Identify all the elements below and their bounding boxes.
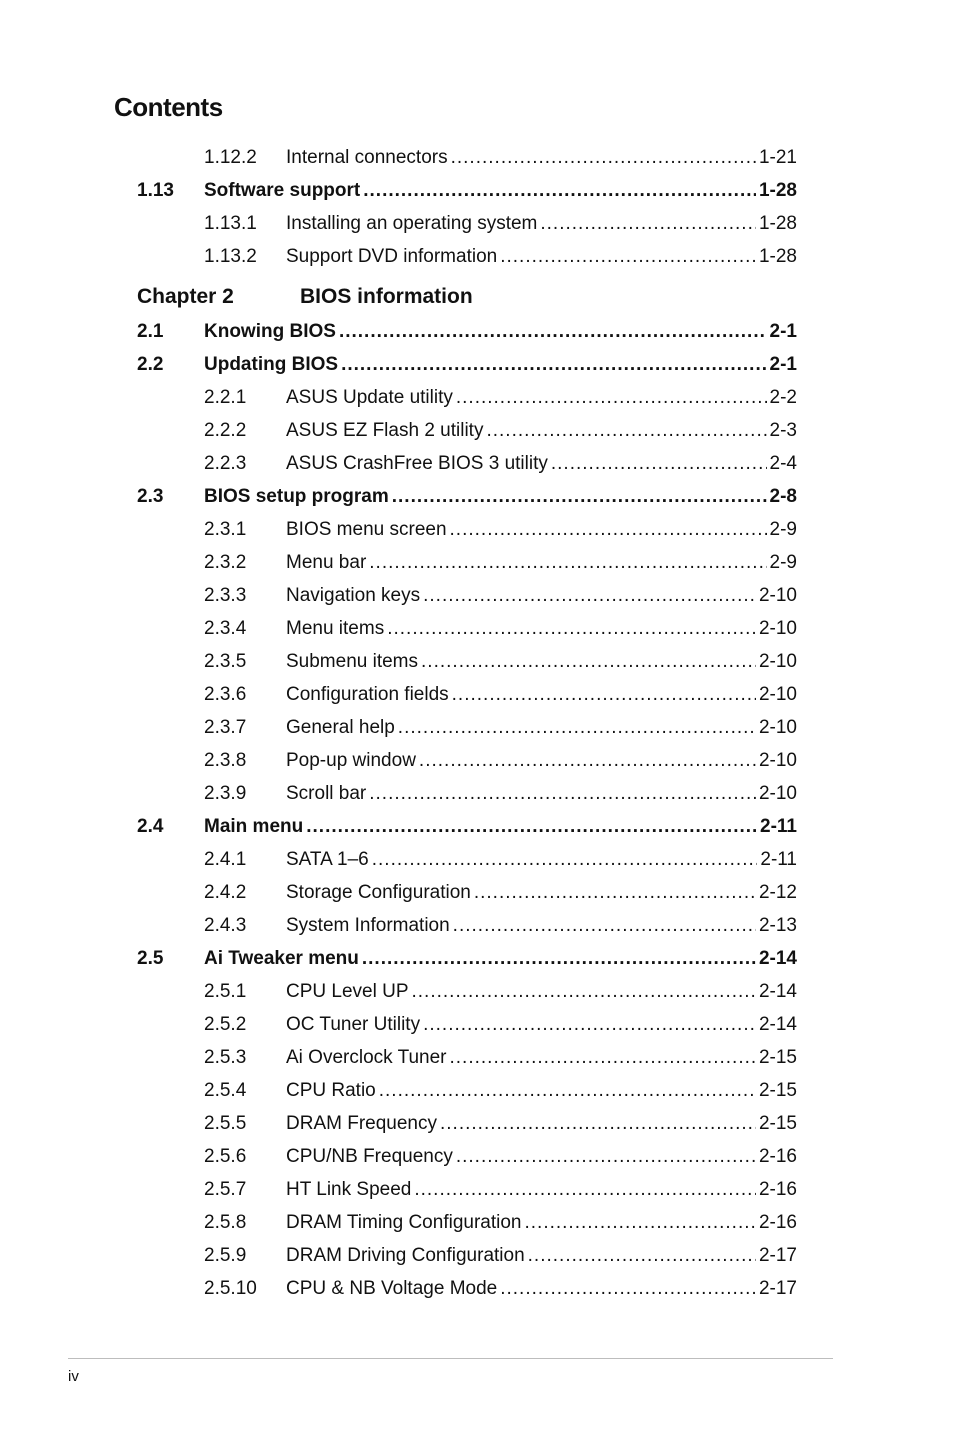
dot-leader: [452, 678, 756, 711]
toc-entry-number: 2.3.7: [204, 717, 247, 738]
toc-entry: [0, 1272, 954, 1305]
toc-entry-number: 2.3.4: [204, 618, 247, 639]
toc-entry-page: 2-3: [769, 420, 797, 441]
toc-entry: [0, 909, 954, 942]
toc-entry-title: SATA 1–6: [286, 849, 369, 870]
toc-entry-title: CPU Ratio: [286, 1080, 376, 1101]
dot-leader: [474, 876, 756, 909]
toc-entry-page: 2-1: [769, 354, 797, 375]
toc-entry-title: CPU Level UP: [286, 981, 409, 1002]
toc-entry: [0, 1107, 954, 1140]
toc-entry-page: 2-15: [758, 1080, 797, 1101]
dot-leader: [453, 909, 756, 942]
toc-entry-title: Ai Tweaker menu: [204, 948, 359, 969]
toc-entry: [0, 1239, 954, 1272]
toc-entry-leader-line: [286, 777, 797, 810]
toc-entry-page: 2-10: [758, 651, 797, 672]
toc-entry: [0, 480, 954, 513]
toc-entry-leader-line: [286, 975, 797, 1008]
toc-entry-page: 2-10: [758, 750, 797, 771]
toc-entry-page: 2-16: [758, 1179, 797, 1200]
toc-entry-leader-line: [286, 612, 797, 645]
dot-leader: [363, 174, 756, 207]
toc-entry: [0, 810, 954, 843]
toc-entry-leader-line: [204, 480, 797, 513]
toc-entry-title: Software support: [204, 180, 361, 201]
toc-entry: [0, 1041, 954, 1074]
toc-entry-page: 1-28: [758, 213, 797, 234]
toc-entry: [0, 381, 954, 414]
toc-entry-page: 2-2: [769, 387, 797, 408]
toc-entry-page: 2-10: [758, 684, 797, 705]
toc-entry: [0, 612, 954, 645]
dot-leader: [369, 777, 756, 810]
dot-leader: [362, 942, 756, 975]
toc-entry: [0, 1140, 954, 1173]
dot-leader: [456, 381, 767, 414]
toc-entry-leader-line: [286, 447, 797, 480]
chapter-label: Chapter 2: [137, 285, 234, 308]
dot-leader: [423, 1008, 756, 1041]
toc-entry-number: 2.2.3: [204, 453, 247, 474]
dot-leader: [450, 1041, 756, 1074]
dot-leader: [540, 207, 756, 240]
toc-entry-page: 2-13: [758, 915, 797, 936]
dot-leader: [341, 348, 766, 381]
chapter-title: BIOS information: [300, 285, 473, 308]
dot-leader: [306, 810, 757, 843]
dot-leader: [486, 414, 766, 447]
toc-entry-page: 1-28: [758, 246, 797, 267]
toc-entry-title: Installing an operating system: [286, 213, 538, 234]
toc-entry-number: 2.5.7: [204, 1179, 247, 1200]
toc-entry-title: Knowing BIOS: [204, 321, 336, 342]
toc-entry-title: Support DVD information: [286, 246, 498, 267]
toc-entry-title: ASUS EZ Flash 2 utility: [286, 420, 484, 441]
toc-entry: [0, 447, 954, 480]
toc-entry-number: 2.3.8: [204, 750, 247, 771]
toc-entry-number: 2.5.8: [204, 1212, 247, 1233]
toc-entry: [0, 174, 954, 207]
toc-entry-number: 2.2: [137, 354, 164, 375]
toc-entry-page: 2-11: [760, 849, 797, 870]
dot-leader: [500, 1272, 756, 1305]
toc-entry-leader-line: [286, 909, 797, 942]
toc-entry-title: Main menu: [204, 816, 304, 837]
toc-entry-page: 2-17: [758, 1245, 797, 1266]
dot-leader: [423, 579, 756, 612]
toc-entry-page: 2-15: [758, 1047, 797, 1068]
toc-entry-leader-line: [286, 1173, 797, 1206]
dot-leader: [528, 1239, 756, 1272]
toc-entry-leader-line: [286, 711, 797, 744]
dot-leader: [372, 843, 758, 876]
toc-entry-page: 2-1: [769, 321, 797, 342]
toc-entry-page: 2-16: [758, 1212, 797, 1233]
toc-entry-number: 2.5.3: [204, 1047, 247, 1068]
toc-entry-leader-line: [204, 942, 797, 975]
toc-entry-title: DRAM Frequency: [286, 1113, 437, 1134]
toc-entry-leader-line: [204, 315, 797, 348]
toc-entry-number: 2.2.2: [204, 420, 247, 441]
toc-entry-leader-line: [204, 810, 797, 843]
toc-entry-title: CPU/NB Frequency: [286, 1146, 453, 1167]
toc-entry: [0, 546, 954, 579]
toc-entry-number: 2.1: [137, 321, 164, 342]
toc-entry-title: Scroll bar: [286, 783, 367, 804]
toc-entry-title: Internal connectors: [286, 147, 448, 168]
toc-entry-page: 2-17: [758, 1278, 797, 1299]
toc-entry-number: 2.5.2: [204, 1014, 247, 1035]
dot-leader: [412, 975, 756, 1008]
toc-entry-page: 2-10: [758, 783, 797, 804]
toc-entry-title: ASUS CrashFree BIOS 3 utility: [286, 453, 548, 474]
toc-entry-page: 2-10: [758, 618, 797, 639]
toc-entry-leader-line: [286, 876, 797, 909]
toc-entry-number: 2.3: [137, 486, 164, 507]
toc-entry-title: Pop-up window: [286, 750, 416, 771]
toc-entry-number: 1.13.1: [204, 213, 257, 234]
toc-entry: [0, 876, 954, 909]
toc-entry-number: 1.13: [137, 180, 174, 201]
dot-leader: [369, 546, 766, 579]
toc-entry: [0, 141, 954, 174]
toc-entry: [0, 744, 954, 777]
toc-entry-title: Storage Configuration: [286, 882, 471, 903]
toc-entry-leader-line: [286, 1239, 797, 1272]
toc-entry-title: Menu items: [286, 618, 385, 639]
toc-entry-title: System Information: [286, 915, 450, 936]
toc-entry-leader-line: [286, 1074, 797, 1107]
toc-entry-title: Menu bar: [286, 552, 367, 573]
toc-entry-leader-line: [286, 381, 797, 414]
toc-entry-number: 2.3.5: [204, 651, 247, 672]
toc-entry: [0, 777, 954, 810]
page-title: Contents: [114, 92, 223, 122]
dot-leader: [392, 480, 767, 513]
toc-entry-title: Navigation keys: [286, 585, 421, 606]
toc-entry-page: 1-28: [758, 180, 797, 201]
toc-entry-title: DRAM Driving Configuration: [286, 1245, 525, 1266]
toc-entry: [0, 843, 954, 876]
dot-leader: [551, 447, 767, 480]
toc-entry-title: HT Link Speed: [286, 1179, 412, 1200]
toc-entry-title: General help: [286, 717, 395, 738]
dot-leader: [440, 1107, 756, 1140]
toc-entry: [0, 579, 954, 612]
toc-entry-leader-line: [204, 174, 797, 207]
toc-entry-leader-line: [286, 414, 797, 447]
toc-entry-page: 2-4: [769, 453, 797, 474]
toc-entry-page: 2-14: [758, 948, 797, 969]
toc-entry: [0, 942, 954, 975]
toc-entry-page: 2-9: [769, 552, 797, 573]
dot-leader: [421, 645, 756, 678]
toc-entry-leader-line: [286, 141, 797, 174]
dot-leader: [524, 1206, 755, 1239]
toc-entry-leader-line: [286, 240, 797, 273]
toc-entry-leader-line: [286, 579, 797, 612]
toc-entry-page: 2-16: [758, 1146, 797, 1167]
toc-entry-page: 2-14: [758, 1014, 797, 1035]
toc-entry-leader-line: [286, 1041, 797, 1074]
toc-entry-page: 2-10: [758, 585, 797, 606]
toc-entry-page: 1-21: [758, 147, 797, 168]
toc-entry: [0, 240, 954, 273]
toc-entry-page: 2-11: [760, 816, 797, 837]
footer-rule: [68, 1358, 833, 1359]
toc-entry-number: 2.2.1: [204, 387, 247, 408]
toc-entry-page: 2-14: [758, 981, 797, 1002]
toc-entry: [0, 711, 954, 744]
toc-entry: [0, 678, 954, 711]
toc-entry-leader-line: [286, 513, 797, 546]
toc-entry: [0, 975, 954, 1008]
toc-entry-number: 2.3.9: [204, 783, 247, 804]
page-number: iv: [68, 1368, 79, 1385]
toc-entry-page: 2-10: [758, 717, 797, 738]
dot-leader: [500, 240, 756, 273]
toc-entry-number: 2.5.5: [204, 1113, 247, 1134]
toc-entry-number: 2.4.3: [204, 915, 247, 936]
toc-entry-number: 2.4: [137, 816, 164, 837]
toc-entry-leader-line: [286, 1206, 797, 1239]
toc-entry-page: 2-8: [769, 486, 797, 507]
toc-entry-leader-line: [286, 645, 797, 678]
dot-leader: [414, 1173, 756, 1206]
toc-entry-title: BIOS setup program: [204, 486, 389, 507]
toc-entry-title: OC Tuner Utility: [286, 1014, 421, 1035]
toc-entry-leader-line: [286, 207, 797, 240]
toc-entry: [0, 414, 954, 447]
toc-entry: [0, 513, 954, 546]
toc-entry: [0, 1173, 954, 1206]
dot-leader: [450, 513, 767, 546]
toc-entry-number: 2.5.4: [204, 1080, 247, 1101]
dot-leader: [456, 1140, 756, 1173]
dot-leader: [419, 744, 756, 777]
toc-entry-leader-line: [286, 1272, 797, 1305]
toc-entry: [0, 315, 954, 348]
toc-entry-number: 2.5: [137, 948, 164, 969]
toc-entry-number: 2.4.1: [204, 849, 247, 870]
toc-entry-title: Configuration fields: [286, 684, 449, 705]
toc-entry-leader-line: [286, 1008, 797, 1041]
toc-entry-leader-line: [286, 744, 797, 777]
toc-entry-number: 2.3.1: [204, 519, 247, 540]
toc-entry-number: 2.5.9: [204, 1245, 247, 1266]
toc-entry-title: DRAM Timing Configuration: [286, 1212, 522, 1233]
toc-entry-leader-line: [286, 546, 797, 579]
toc-entry-page: 2-15: [758, 1113, 797, 1134]
toc-entry-number: 2.4.2: [204, 882, 247, 903]
chapter-heading: [0, 279, 954, 315]
toc-entry-leader-line: [204, 348, 797, 381]
toc-entry-leader-line: [286, 1107, 797, 1140]
toc-entry-title: Updating BIOS: [204, 354, 339, 375]
toc-entry: [0, 1206, 954, 1239]
toc-entry: [0, 348, 954, 381]
toc-entry: [0, 1008, 954, 1041]
toc-entry-number: 1.13.2: [204, 246, 257, 267]
toc-entry-page: 2-9: [769, 519, 797, 540]
toc-entry-number: 2.3.3: [204, 585, 247, 606]
toc-entry: [0, 645, 954, 678]
dot-leader: [379, 1074, 756, 1107]
toc-entry-number: 2.5.10: [204, 1278, 257, 1299]
toc-entry-title: Ai Overclock Tuner: [286, 1047, 447, 1068]
toc-entry-number: 2.3.2: [204, 552, 247, 573]
dot-leader: [398, 711, 756, 744]
toc-entry-title: Submenu items: [286, 651, 419, 672]
toc-entry-number: 2.5.1: [204, 981, 247, 1002]
toc-entry-title: ASUS Update utility: [286, 387, 453, 408]
toc-entry: [0, 207, 954, 240]
toc-entry-leader-line: [286, 678, 797, 711]
dot-leader: [339, 315, 767, 348]
toc-entry-title: CPU & NB Voltage Mode: [286, 1278, 498, 1299]
toc-entry-title: BIOS menu screen: [286, 519, 447, 540]
toc-entry: [0, 1074, 954, 1107]
toc-entry-number: 1.12.2: [204, 147, 257, 168]
toc-entry-leader-line: [286, 1140, 797, 1173]
toc-entry-page: 2-12: [758, 882, 797, 903]
toc-entry-number: 2.5.6: [204, 1146, 247, 1167]
toc-entry-leader-line: [286, 843, 797, 876]
toc-entry-number: 2.3.6: [204, 684, 247, 705]
dot-leader: [387, 612, 756, 645]
dot-leader: [451, 141, 756, 174]
